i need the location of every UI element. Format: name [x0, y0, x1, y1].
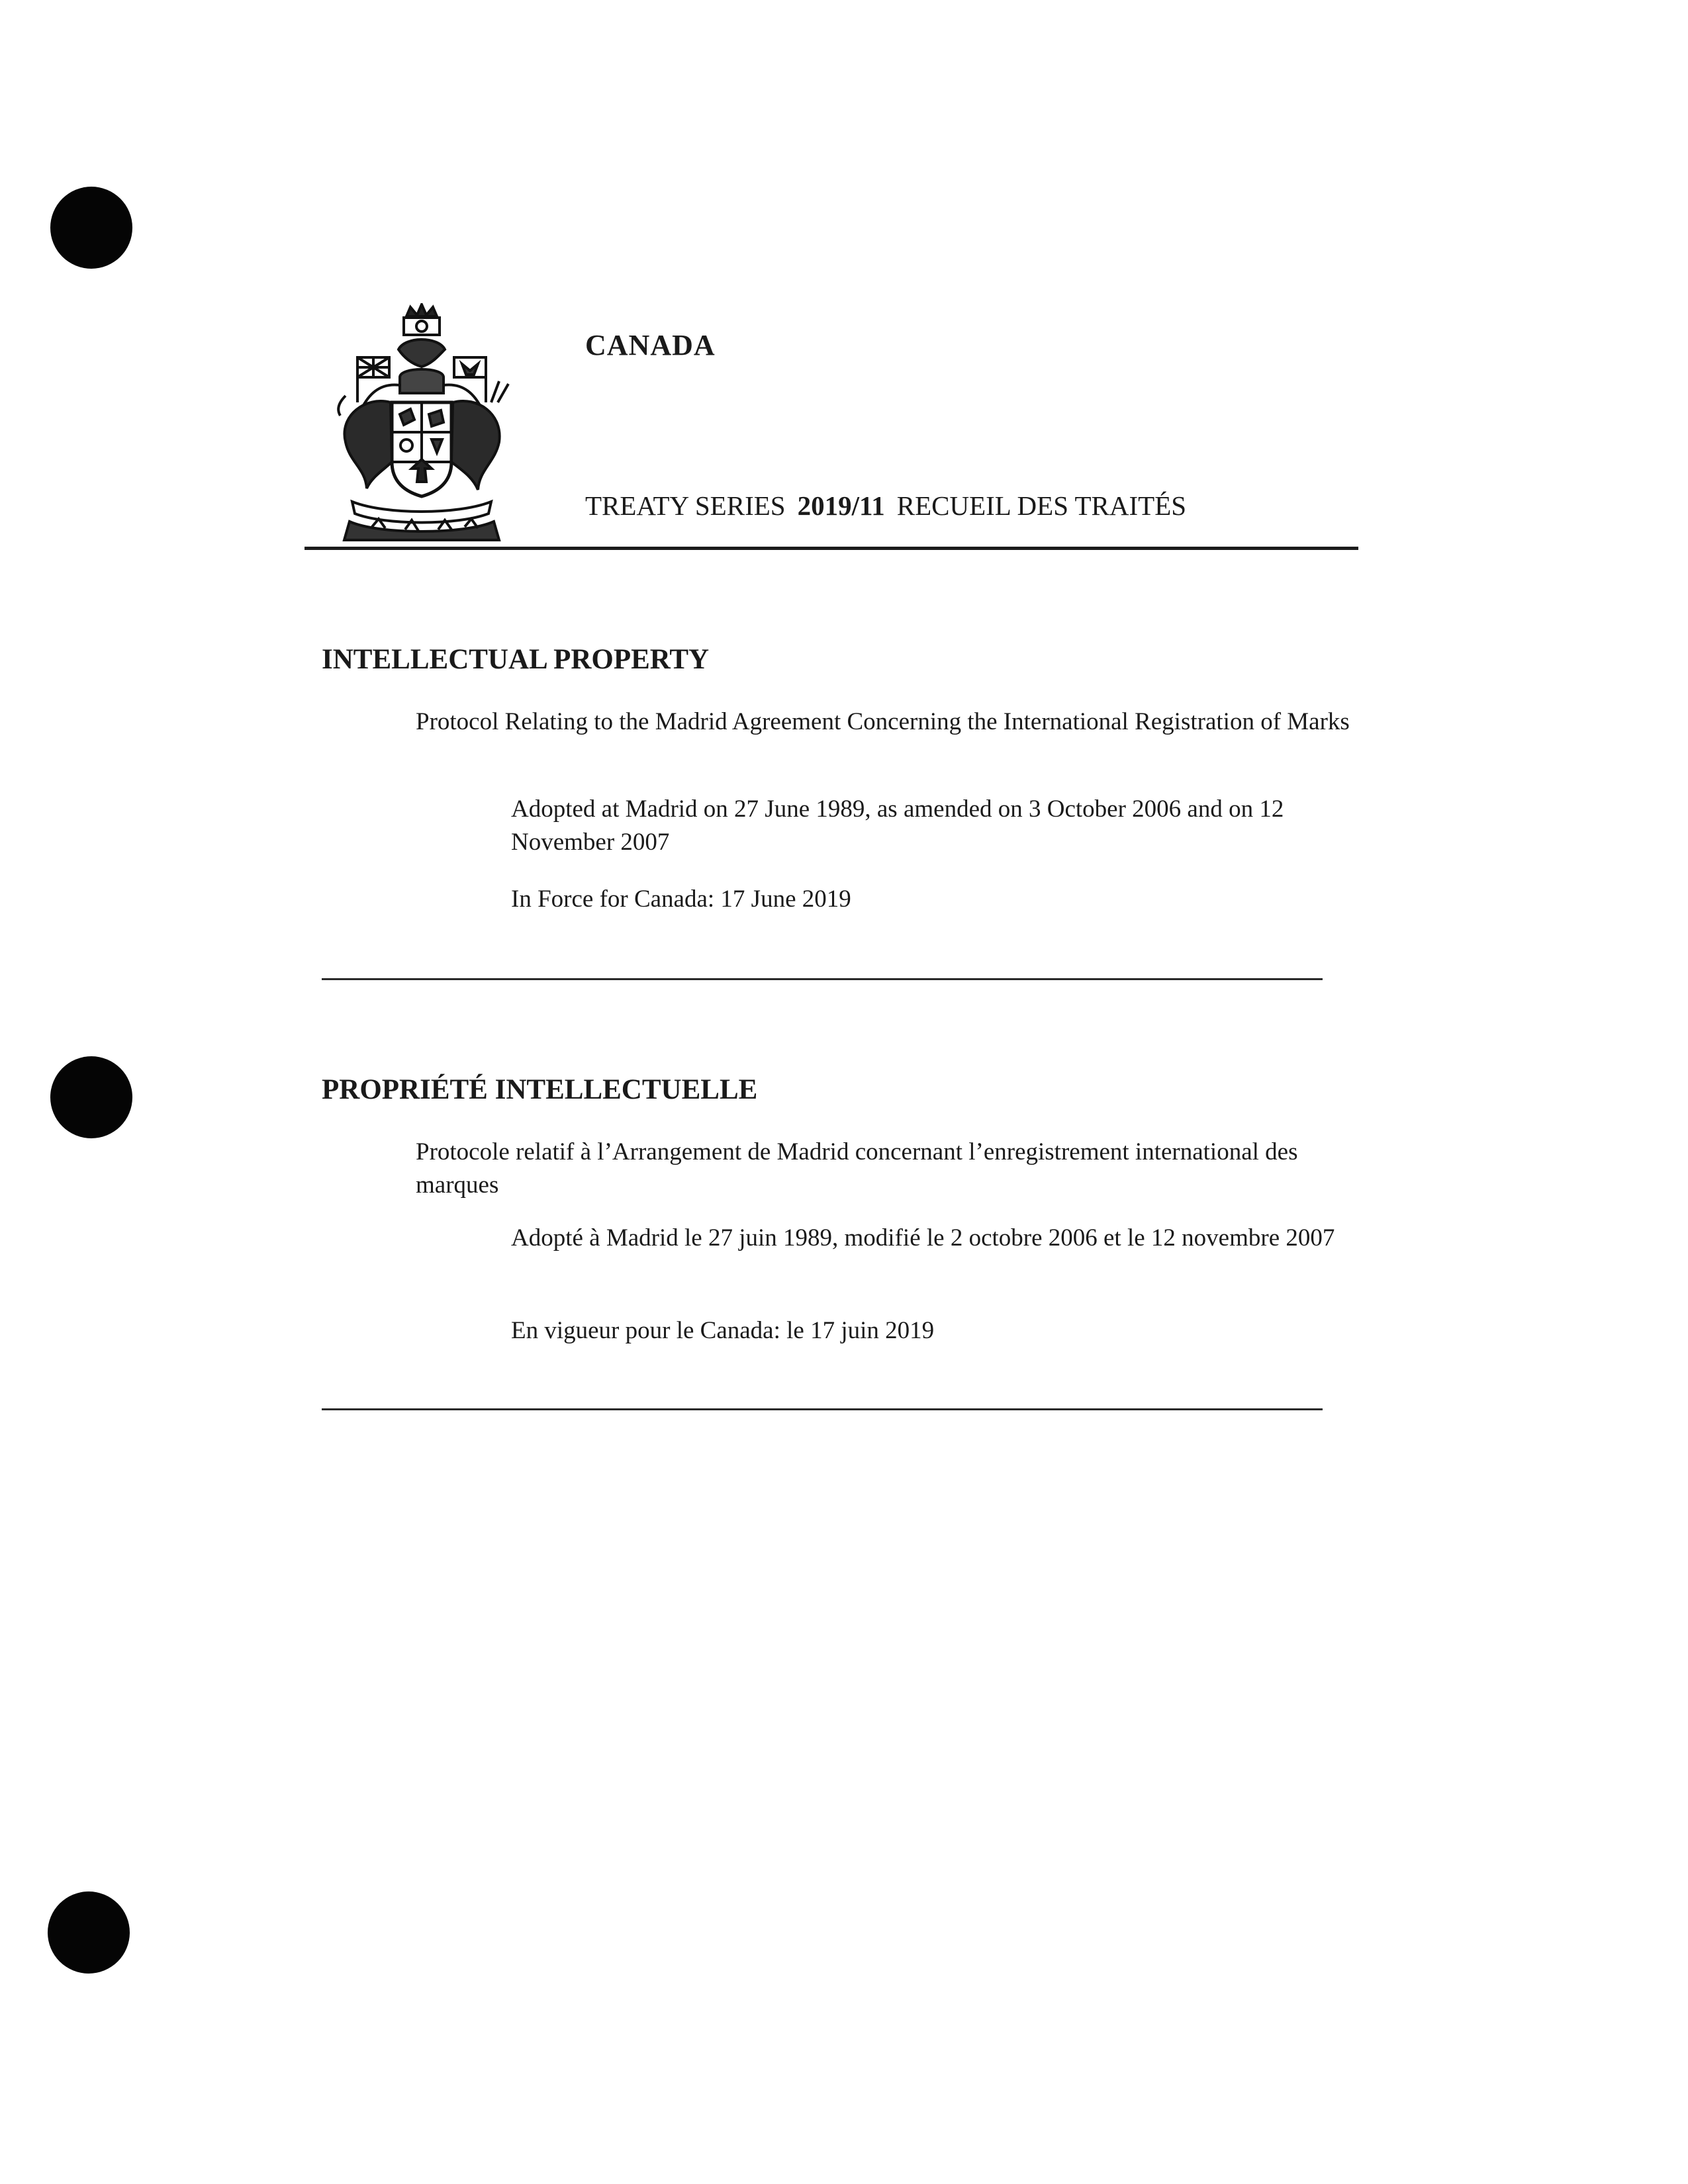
punch-hole-top — [50, 187, 132, 269]
french-treaty-title: Protocole relatif à l’Arrangement de Madrid concernant l’enregistrement international des marques — [416, 1138, 1298, 1199]
french-adoption-note: Adopté à Madrid le 27 juin 1989, modifié le 2 octobre 2006 et le 12 novembre 2007 — [511, 1224, 1335, 1251]
english-in-force-date: In Force for Canada: 17 June 2019 — [511, 886, 851, 913]
punch-hole-bottom — [48, 1891, 130, 1974]
english-section-heading: INTELLECTUAL PROPERTY — [322, 644, 710, 675]
country-name: CANADA — [585, 329, 716, 361]
english-treaty-title: Protocol Relating to the Madrid Agreement Concerning the International Registration of Marks — [416, 708, 1350, 735]
french-in-force-date: En vigueur pour le Canada: le 17 juin 2019 — [511, 1317, 935, 1344]
series-label-french: RECUEIL DES TRAITÉS — [896, 490, 1187, 521]
series-label-english: TREATY SERIES — [585, 490, 786, 521]
french-section-heading: PROPRIÉTÉ INTELLECTUELLE — [322, 1074, 758, 1105]
punch-hole-middle — [50, 1056, 132, 1138]
coat-of-arms-icon — [326, 303, 518, 545]
section-divider — [322, 978, 1323, 980]
header-rule — [305, 547, 1358, 550]
english-adoption-note: Adopted at Madrid on 27 June 1989, as amended on 3 October 2006 and on 12 November 2007 — [511, 796, 1284, 856]
treaty-series-line — [585, 490, 1186, 522]
bottom-divider — [322, 1408, 1323, 1410]
series-number: 2019/11 — [797, 490, 885, 521]
